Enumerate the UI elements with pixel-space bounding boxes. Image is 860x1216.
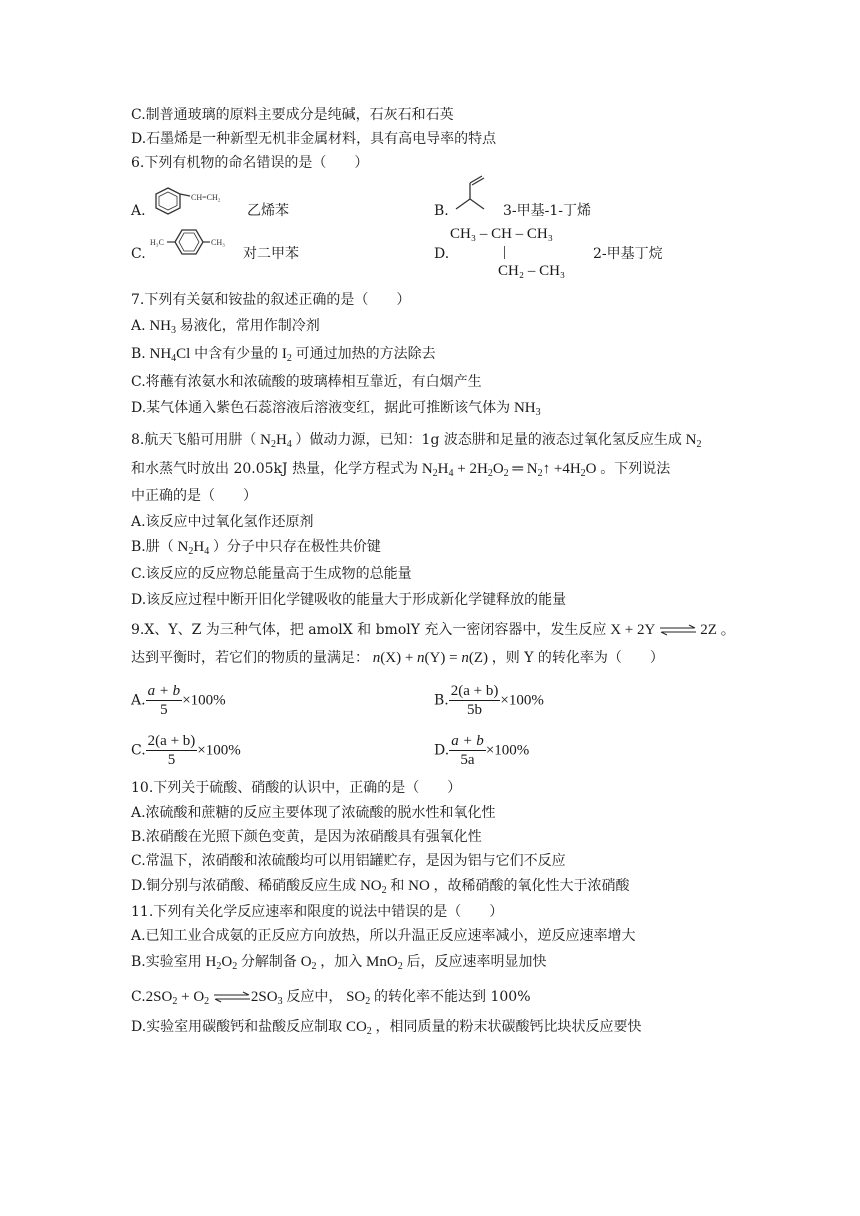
q9-option-d: D. $\frac{a + b}{5a}$ ×100% bbox=[434, 733, 530, 768]
q6-b-name: 3-甲基-1-丁烯 bbox=[503, 203, 592, 219]
q6-d-letter: D. bbox=[434, 246, 450, 262]
q9-option-a: A. $\frac{a + b}{5}$ ×100% bbox=[131, 683, 226, 718]
q11-option-b: B.实验室用 $H_2O_2$ 分解制备 $O_2$ ，加入 MnO$_2$ 后，反应速率明显加快 bbox=[131, 954, 547, 972]
q9-stem-line2: 达到平衡时，若它们的物质的量满足： n(X) + n(Y) = n(Z) ，则 Y 的转化率为（ ） bbox=[131, 650, 664, 666]
q6-stem: 6.下列有机物的命名错误的是（ ） bbox=[131, 155, 369, 171]
q10-option-b: B.浓硝酸在光照下颜色变黄，是因为浓硝酸具有强氧化性 bbox=[131, 829, 482, 845]
p-xylene-structure bbox=[150, 225, 235, 261]
q8-option-b: B.肼（ $N_2H_4$ ）分子中只存在极性共价键 bbox=[131, 539, 381, 557]
q9-option-c: C. $\frac{2(a + b)}{5}$ ×100% bbox=[131, 733, 241, 768]
q6-d-formula-line1: CH₃ – CH – CH₃ bbox=[450, 226, 553, 242]
q11-option-d: D.实验室用碳酸钙和盐酸反应制取 $CO_2$ ，相同质量的粉末状碳酸钙比块状反应要快 bbox=[131, 1019, 642, 1037]
q10-option-c: C.常温下，浓硝酸和浓硫酸均可以用铝罐贮存，是因为铝与它们不反应 bbox=[131, 853, 566, 869]
q9-option-b: B. $\frac{2(a + b)}{5b}$ ×100% bbox=[434, 683, 544, 718]
q10-stem: 10.下列关于硫酸、硝酸的认识中，正确的是（ ） bbox=[131, 780, 462, 796]
q7-option-c: C.将蘸有浓氨水和浓硫酸的玻璃棒相互靠近，有白烟产生 bbox=[131, 374, 482, 390]
equilibrium-arrow-icon bbox=[659, 624, 697, 636]
q7-stem: 7.下列有关氨和铵盐的叙述正确的是（ ） bbox=[131, 292, 411, 308]
q7-option-d: D.某气体通入紫色石蕊溶液后溶液变红，据此可推断该气体为 $NH_3$ bbox=[131, 400, 541, 418]
q8-option-a: A.该反应中过氧化氢作还原剂 bbox=[131, 514, 314, 530]
q8-option-d: D.该反应过程中断开旧化学键吸收的能量大于形成新化学键释放的能量 bbox=[131, 592, 567, 608]
q7-option-b: B. $NH_4Cl$ 中含有少量的 $I_2$ 可通过加热的方法除去 bbox=[131, 346, 436, 364]
q6-a-letter: A. bbox=[131, 203, 146, 219]
q11-option-a: A.已知工业合成氨的正反应方向放热，所以升温正反应速率减小，逆反应速率增大 bbox=[131, 928, 636, 944]
methylbutene-structure bbox=[450, 173, 495, 213]
q11-stem: 11.下列有关化学反应速率和限度的说法中错误的是（ ） bbox=[131, 904, 504, 920]
xylene-left-label: H₃C bbox=[150, 238, 164, 247]
q5-option-c: C.制普通玻璃的原料主要成分是纯碱，石灰石和石英 bbox=[131, 107, 454, 123]
q9-stem-line1: 9.X、Y、Z 为三种气体，把 amolX 和 bmolY 充入一密闭容器中，发生反应 X + 2Y 2Z 。 bbox=[131, 622, 736, 638]
q10-option-a: A.浓硫酸和蔗糖的反应主要体现了浓硫酸的脱水性和氧化性 bbox=[131, 805, 496, 821]
q6-d-name: 2-甲基丁烷 bbox=[593, 246, 663, 262]
q6-d-formula-bar: | bbox=[503, 244, 507, 260]
q11-option-c: $C.2SO_2 + O_2$ $2SO_3$ 反应中， $SO_2$ 的转化率不能达到 100% bbox=[131, 989, 531, 1007]
q8-stem-line1: 8.航天飞船可用肼（ $N_2H_4$ ）做动力源，已知：1g 波态肼和足量的液态过氧化氢反应生成 $N_2$ bbox=[131, 432, 702, 450]
equilibrium-arrow-icon bbox=[213, 991, 251, 1003]
xylene-right-label: CH₃ bbox=[211, 238, 225, 247]
q6-b-letter: B. bbox=[434, 203, 449, 219]
q8-stem-line2: 和水蒸气时放出 20.05kJ 热量，化学方程式为 $N_2H_4 + 2H_2O_2$ ═ $N_2↑ +4H_2O$ 。下列说法 bbox=[131, 461, 671, 479]
q10-option-d: D.铜分别与浓硝酸、稀硝酸反应生成 $NO_2$ 和 NO ，故稀硝酸的氧化性大于浓硝酸 bbox=[131, 878, 630, 896]
styrene-structure bbox=[150, 182, 235, 222]
q8-stem-line3: 中正确的是（ ） bbox=[131, 488, 257, 504]
q6-c-name: 对二甲苯 bbox=[243, 246, 299, 262]
q6-d-formula-line2: CH₂ – CH₃ bbox=[498, 263, 566, 279]
q5-option-d: D.石墨烯是一种新型无机非金属材料，具有高电导率的特点 bbox=[131, 131, 497, 147]
q8-option-c: C.该反应的反应物总能量高于生成物的总能量 bbox=[131, 566, 412, 582]
q6-a-name: 乙烯苯 bbox=[247, 203, 289, 219]
q7-option-a: A. $NH_3$ 易液化，常用作制冷剂 bbox=[131, 318, 320, 336]
q6-c-letter: C. bbox=[131, 246, 146, 262]
styrene-label: CH=CH₂ bbox=[191, 193, 221, 202]
